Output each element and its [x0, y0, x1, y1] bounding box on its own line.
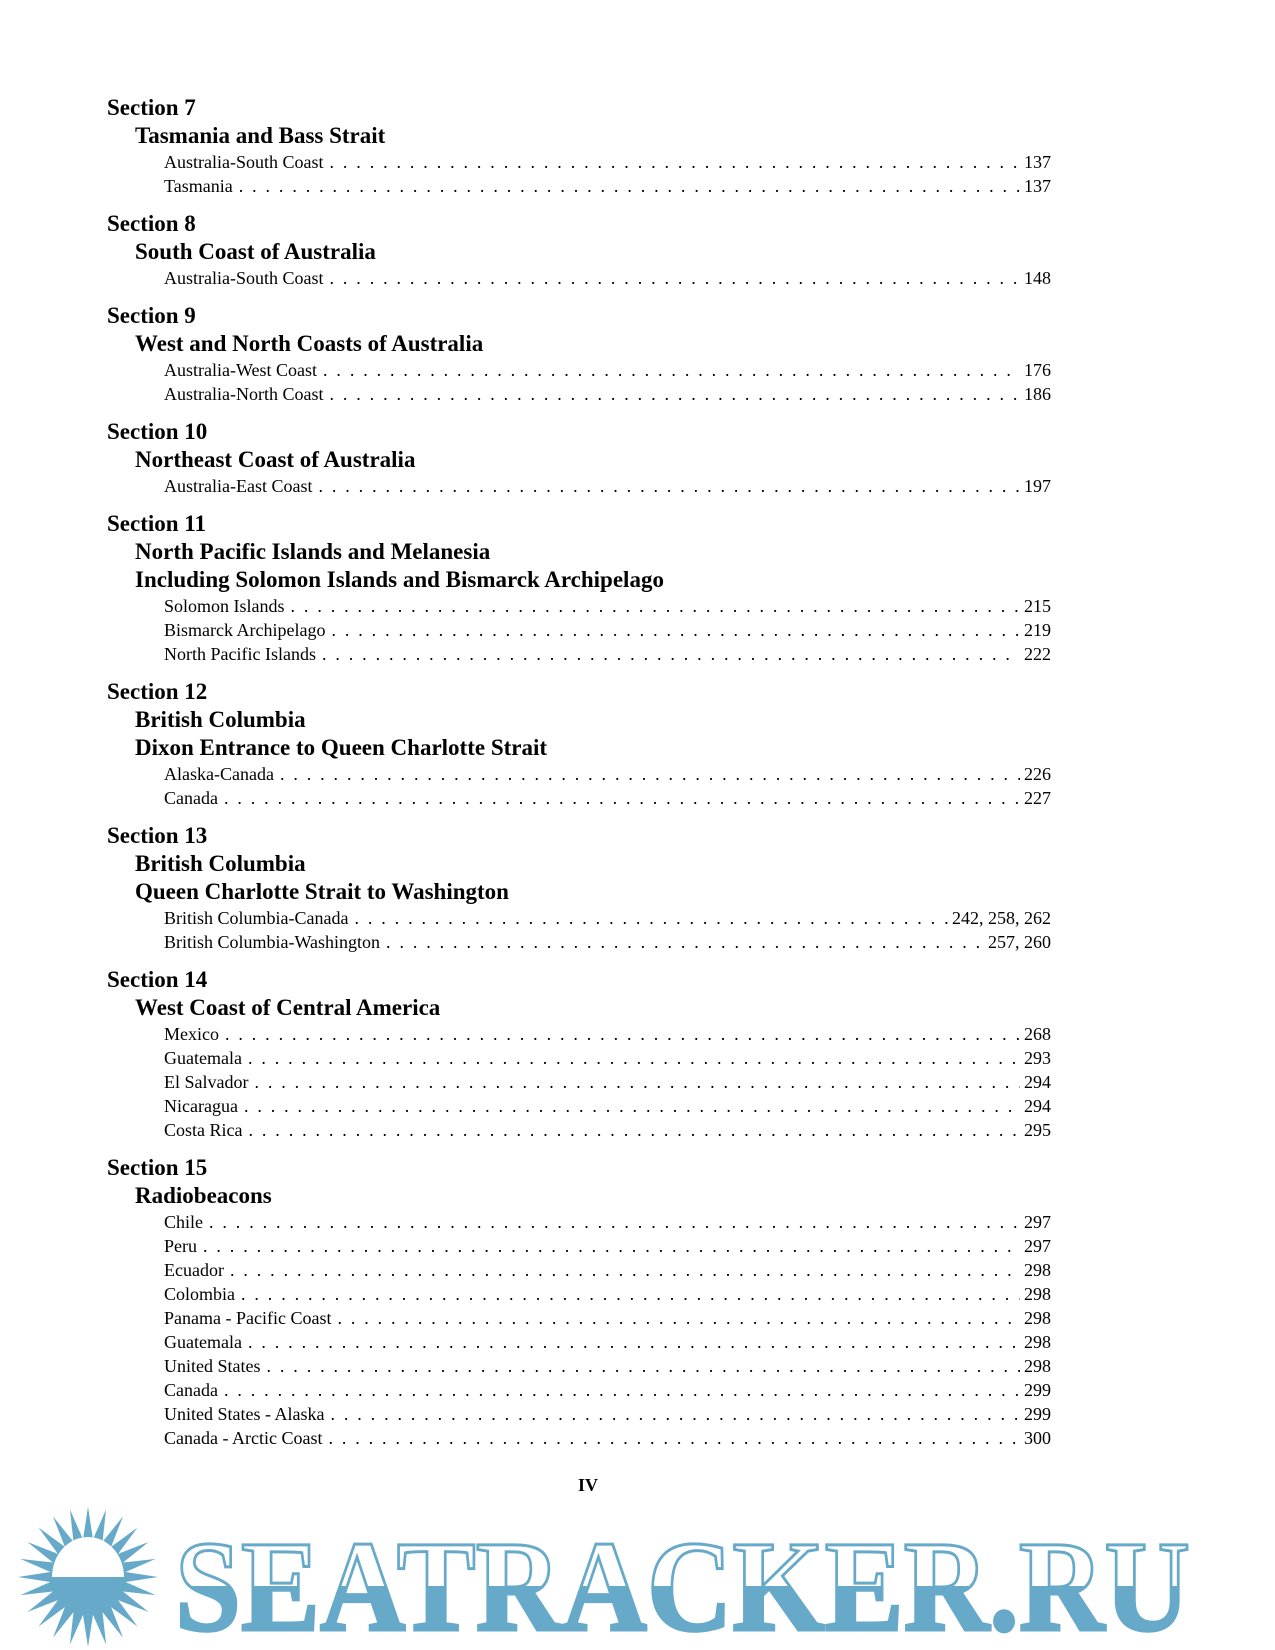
dot-leader [244, 1094, 1020, 1118]
entry-label: United States - Alaska [164, 1404, 325, 1424]
entry-page: 298 [1024, 1260, 1051, 1280]
toc-entry [107, 266, 1051, 290]
section-title: West and North Coasts of Australia [135, 331, 484, 356]
toc-entry [107, 474, 1051, 498]
entry-page: 219 [1024, 620, 1051, 640]
toc-entry [107, 1258, 1051, 1282]
section-heading: Section 12 [107, 679, 208, 704]
toc-entry [107, 762, 1051, 786]
entry-label: Canada [164, 788, 218, 808]
entry-label: Australia-South Coast [164, 152, 324, 172]
entry-page: 242, 258, 262 [952, 908, 1051, 928]
entry-label: Tasmania [164, 176, 233, 196]
section-heading: Section 9 [107, 303, 196, 328]
toc-entry [107, 618, 1051, 642]
toc-entry [107, 1070, 1051, 1094]
section-title: Northeast Coast of Australia [135, 447, 416, 472]
toc-entry [107, 906, 1051, 930]
dot-leader [331, 618, 1020, 642]
entry-page: 268 [1024, 1024, 1051, 1044]
toc-entry [107, 1022, 1051, 1046]
entry-page: 299 [1024, 1404, 1051, 1424]
entry-label: North Pacific Islands [164, 644, 316, 664]
entry-page: 297 [1024, 1236, 1051, 1256]
toc-entry [107, 1234, 1051, 1258]
dot-leader [224, 1378, 1020, 1402]
entry-page: 137 [1024, 176, 1051, 196]
toc-entry [107, 786, 1051, 810]
entry-page: 257, 260 [988, 932, 1051, 952]
entry-page: 298 [1024, 1356, 1051, 1376]
dot-leader [225, 1022, 1020, 1046]
entry-label: Costa Rica [164, 1120, 243, 1140]
entry-page: 176 [1024, 360, 1051, 380]
seatracker-watermark [0, 1505, 1275, 1650]
toc-section [107, 302, 1051, 406]
toc-entry [107, 1354, 1051, 1378]
section-heading: Section 7 [107, 95, 196, 120]
entry-page: 227 [1024, 788, 1051, 808]
dot-leader [329, 382, 1020, 406]
toc-section [107, 822, 1051, 954]
entry-label: Guatemala [164, 1332, 242, 1352]
toc-section [107, 678, 1051, 810]
entry-page: 293 [1024, 1048, 1051, 1068]
dot-leader [322, 642, 1020, 666]
section-title: Dixon Entrance to Queen Charlotte Strait [135, 735, 548, 760]
toc-entry [107, 1282, 1051, 1306]
sun-logo-icon [18, 1507, 158, 1647]
entry-label: Bismarck Archipelago [164, 620, 326, 640]
toc-section [107, 418, 1051, 498]
dot-leader [280, 762, 1020, 786]
toc-entry [107, 1426, 1051, 1450]
entry-label: Mexico [164, 1024, 219, 1044]
section-title: North Pacific Islands and Melanesia [135, 539, 491, 564]
section-heading: Section 10 [107, 419, 208, 444]
toc-section [107, 94, 1051, 198]
dot-leader [354, 906, 948, 930]
entry-page: 215 [1024, 596, 1051, 616]
entry-page: 137 [1024, 152, 1051, 172]
toc-entry [107, 1402, 1051, 1426]
entry-page: 297 [1024, 1212, 1051, 1232]
entry-page: 298 [1024, 1332, 1051, 1352]
section-title: Tasmania and Bass Strait [135, 123, 386, 148]
dot-leader [230, 1258, 1020, 1282]
section-heading: Section 14 [107, 967, 208, 992]
section-title: Queen Charlotte Strait to Washington [135, 879, 509, 904]
toc-entry [107, 1210, 1051, 1234]
entry-label: Nicaragua [164, 1096, 238, 1116]
dot-leader [330, 266, 1021, 290]
dot-leader [337, 1306, 1020, 1330]
toc-entry [107, 1378, 1051, 1402]
entry-label: British Columbia-Washington [164, 932, 381, 952]
entry-label: Peru [164, 1236, 197, 1256]
entry-page: 186 [1024, 384, 1051, 404]
toc-entry [107, 382, 1051, 406]
entry-label: Australia-North Coast [164, 384, 324, 404]
entry-label: British Columbia-Canada [164, 908, 349, 928]
toc-entry [107, 594, 1051, 618]
toc-entry [107, 358, 1051, 382]
entry-label: Solomon Islands [164, 596, 285, 616]
entry-page: 298 [1024, 1308, 1051, 1328]
toc-entry [107, 1094, 1051, 1118]
section-heading: Section 8 [107, 211, 196, 236]
entry-label: Chile [164, 1212, 203, 1232]
entry-label: Alaska-Canada [164, 764, 274, 784]
toc-section [107, 1154, 1051, 1450]
dot-leader [239, 174, 1020, 198]
entry-page: 226 [1024, 764, 1051, 784]
entry-label: Australia-East Coast [164, 476, 313, 496]
entry-page: 197 [1024, 476, 1051, 496]
dot-leader [254, 1070, 1020, 1094]
dot-leader [330, 150, 1021, 174]
dot-leader [224, 786, 1020, 810]
entry-page: 295 [1024, 1120, 1051, 1140]
table-of-contents [107, 94, 1051, 1462]
dot-leader [203, 1234, 1020, 1258]
dot-leader [241, 1282, 1020, 1306]
entry-page: 300 [1024, 1428, 1051, 1448]
toc-entry [107, 642, 1051, 666]
entry-page: 148 [1024, 268, 1051, 288]
section-title: British Columbia [135, 851, 306, 876]
entry-label: Ecuador [164, 1260, 224, 1280]
entry-page: 294 [1024, 1072, 1051, 1092]
entry-label: Panama - Pacific Coast [164, 1308, 332, 1328]
dot-leader [318, 474, 1020, 498]
entry-page: 294 [1024, 1096, 1051, 1116]
page-number: IV [578, 1475, 599, 1495]
dot-leader [248, 1330, 1020, 1354]
dot-leader [323, 358, 1020, 382]
dot-leader [328, 1426, 1020, 1450]
toc-entry [107, 1118, 1051, 1142]
section-title: South Coast of Australia [135, 239, 376, 264]
toc-entry [107, 174, 1051, 198]
entry-label: Canada [164, 1380, 218, 1400]
toc-section [107, 210, 1051, 290]
toc-section [107, 966, 1051, 1142]
toc-section [107, 510, 1051, 666]
section-title: Including Solomon Islands and Bismarck Archipelago [135, 567, 664, 592]
entry-label: Australia-South Coast [164, 268, 324, 288]
entry-page: 299 [1024, 1380, 1051, 1400]
entry-page: 298 [1024, 1284, 1051, 1304]
toc-entry [107, 930, 1051, 954]
dot-leader [330, 1402, 1020, 1426]
entry-label: Guatemala [164, 1048, 242, 1068]
entry-label: Canada - Arctic Coast [164, 1428, 323, 1448]
section-title: Radiobeacons [135, 1183, 272, 1208]
entry-label: Australia-West Coast [164, 360, 318, 380]
section-heading: Section 15 [107, 1155, 208, 1180]
dot-leader [249, 1118, 1021, 1142]
watermark-text: SEATRACKER.RU [175, 1515, 1190, 1650]
section-heading: Section 13 [107, 823, 208, 848]
section-heading: Section 11 [107, 511, 207, 536]
entry-label: El Salvador [164, 1072, 249, 1092]
dot-leader [386, 930, 984, 954]
toc-entry [107, 1330, 1051, 1354]
dot-leader [248, 1046, 1020, 1070]
entry-page: 222 [1024, 644, 1051, 664]
dot-leader [267, 1354, 1021, 1378]
dot-leader [209, 1210, 1020, 1234]
section-title: British Columbia [135, 707, 306, 732]
dot-leader [291, 594, 1020, 618]
toc-entry [107, 1306, 1051, 1330]
entry-label: United States [164, 1356, 261, 1376]
toc-entry [107, 150, 1051, 174]
toc-entry [107, 1046, 1051, 1070]
section-title: West Coast of Central America [135, 995, 441, 1020]
entry-label: Colombia [164, 1284, 235, 1304]
